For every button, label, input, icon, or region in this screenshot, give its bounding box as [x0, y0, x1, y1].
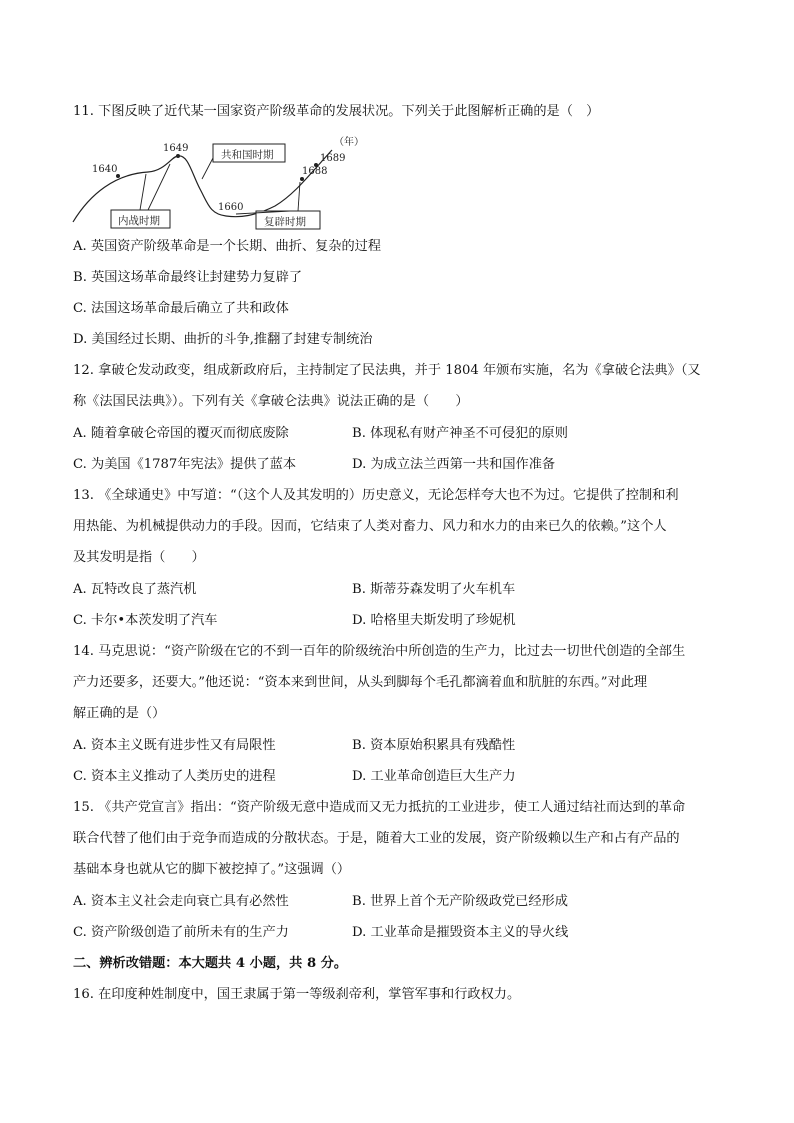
q15-option-d: D. 工业革命是摧毁资本主义的导火线: [352, 925, 569, 940]
box-civil-war-label: 内战时期: [118, 215, 160, 227]
q13-stem-line1: 13. 《全球通史》中写道：“（这个人及其发明的）历史意义，无论怎样夸大也不为过。它提供了控制和利: [73, 488, 679, 503]
year-1689: 1689: [320, 153, 346, 164]
q11-option-b: B. 英国这场革命最终让封建势力复辟了: [73, 270, 303, 285]
year-1688: 1688: [302, 166, 328, 177]
q12-stem-line2: 称《法国民法典》）。下列有关《拿破仑法典》说法正确的是（ ）: [73, 394, 469, 409]
q11-stem: 11. 下图反映了近代某一国家资产阶级革命的发展状况。下列关于此图解析正确的是（ ）: [73, 104, 600, 119]
q15-stem-line3: 基础本身也就从它的脚下被挖掉了。”这强调（）: [73, 862, 351, 877]
year-1640: 1640: [92, 164, 118, 175]
q15-option-b: B. 世界上首个无产阶级政党已经形成: [352, 894, 568, 909]
q12-stem-line1: 12. 拿破仑发动政变，组成新政府后，主持制定了民法典，并于 1804 年颁布实施，名为《拿破仑法典》（又: [73, 363, 701, 378]
q11-option-a: A. 英国资产阶级革命是一个长期、曲折、复杂的过程: [73, 239, 382, 254]
q15-stem-line2: 联合代替了他们由于竞争而造成的分散状态。于是，随着大工业的发展，资产阶级赖以生产和占有产品的: [73, 831, 680, 846]
q15-option-a: A. 资本主义社会走向衰亡具有必然性: [73, 894, 289, 909]
box-republic-label: 共和国时期: [221, 149, 274, 161]
q14-option-b: B. 资本原始积累具有残酷性: [352, 738, 516, 753]
q11-option-d: D. 美国经过长期、曲折的斗争,推翻了封建专制统治: [73, 332, 373, 347]
q12-option-d: D. 为成立法兰西第一共和国作准备: [352, 457, 556, 472]
q13-option-c: C. 卡尔•本茨发明了汽车: [73, 613, 218, 628]
q12-option-a: A. 随着拿破仑帝国的覆灭而彻底废除: [73, 426, 289, 441]
unit-label: （年）: [334, 137, 364, 148]
point-1649: [176, 154, 180, 158]
q16-stem: 16. 在印度种姓制度中，国王隶属于第一等级刹帝利，掌管军事和行政权力。: [73, 987, 521, 1002]
year-1649: 1649: [163, 143, 189, 154]
q14-option-c: C. 资本主义推动了人类历史的进程: [73, 769, 276, 784]
q13-stem-line3: 及其发明是指（ ）: [73, 550, 205, 565]
box-restoration-label: 复辟时期: [264, 216, 306, 228]
q14-stem-line2: 产力还要多，还要大。”他还说：“资本来到世间，从头到脚每个毛孔都滴着血和肮脏的东西。”对此理: [73, 675, 648, 690]
q13-option-a: A. 瓦特改良了蒸汽机: [73, 582, 197, 597]
q13-option-d: D. 哈格里夫斯发明了珍妮机: [352, 613, 516, 628]
q12-option-c: C. 为美国《1787年宪法》提供了蓝本: [73, 457, 297, 472]
q15-option-c: C. 资产阶级创造了前所未有的生产力: [73, 925, 289, 940]
q13-stem-line2: 用热能、为机械提供动力的手段。因而，它结束了人类对畜力、风力和水力的由来已久的依赖。”这个人: [73, 519, 667, 534]
q14-option-a: A. 资本主义既有进步性又有局限性: [73, 738, 276, 753]
q13-option-b: B. 斯蒂芬森发明了火车机车: [352, 582, 516, 597]
section2-heading: 二、辨析改错题：本大题共 4 小题，共 8 分。: [73, 956, 348, 971]
q11-option-c: C. 法国这场革命最后确立了共和政体: [73, 301, 289, 316]
q11-timeline-diagram: [70, 134, 370, 232]
point-1688: [300, 177, 304, 181]
q12-option-b: B. 体现私有财产神圣不可侵犯的原则: [352, 426, 568, 441]
q15-stem-line1: 15. 《共产党宣言》指出：“资产阶级无意中造成而又无力抵抗的工业进步，使工人通过结社而达到的革命: [73, 800, 686, 815]
q14-stem-line1: 14. 马克思说：“资产阶级在它的不到一百年的阶级统治中所创造的生产力，比过去一切世代创造的全部生: [73, 644, 686, 659]
year-1660: 1660: [218, 202, 244, 213]
q14-option-d: D. 工业革命创造巨大生产力: [352, 769, 516, 784]
q14-stem-line3: 解正确的是（）: [73, 706, 166, 721]
